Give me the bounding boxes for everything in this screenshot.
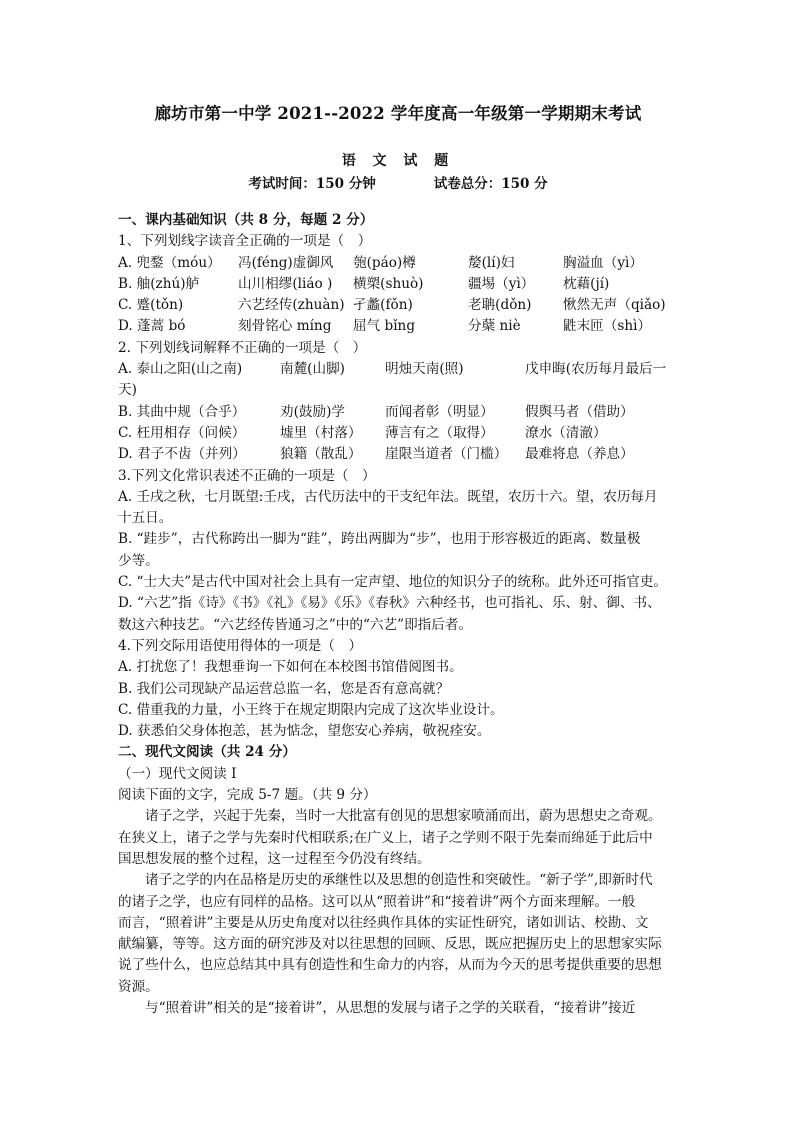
- q2-b-4: 假舆马者（借助）: [525, 403, 634, 420]
- q1-d-1: D. 蓬蒿 bó: [118, 318, 186, 335]
- q2-c-2: 墟里（村落）: [280, 424, 362, 441]
- passage-line: 诸子之学，兴起于先秦，当时一大批富有创见的思想家喷涌而出，蔚为思想史之奇观。: [145, 808, 662, 825]
- passage-line: 而言，“照着讲”主要是从历史角度对以往经典作具体的实证性研究，诸如训诂、校勘、文: [118, 914, 649, 931]
- q2-b-3: 而闻者彰（明显）: [385, 403, 494, 420]
- q1-b-3: 横槊(shuò): [353, 275, 424, 292]
- q1-c-2: 六艺经传(zhuàn): [238, 297, 345, 314]
- q3-line: B. “跬步”，古代称跨出一脚为“跬”，跨出两脚为“步”，也用于形容极近的距离、数量极: [118, 531, 641, 548]
- q2-option-row: [118, 444, 678, 465]
- q1-c-1: C. 蹙(tǒn): [118, 297, 184, 314]
- q4-stem: 4.下列交际用语使用得体的一项是（ ）: [118, 637, 363, 654]
- q1-option-row: [118, 316, 678, 337]
- q2-b-1: B. 其曲中规（合乎）: [118, 403, 246, 420]
- q3-line: A. 壬戌之秋，七月既望:壬戌，古代历法中的干支纪年法。既望，农历十六。望，农历每月: [118, 488, 658, 505]
- exam-info: [118, 172, 678, 192]
- passage-line: 说了些什么，也应总结其中具有创造性和生命力的内容，从而为今天的思考提供重要的思想: [118, 957, 662, 974]
- q2-c-4: 潦水（清澈）: [525, 424, 607, 441]
- exam-title: 廊坊市第一中学 2021--2022 学年度高一年级第一学期期末考试: [154, 104, 642, 123]
- q2-c-1: C. 枉用相存（问候）: [118, 424, 246, 441]
- section2-instruction: 阅读下面的文字，完成 5-7 题。（共 9 分）: [118, 787, 377, 804]
- q2-d-4: 最难将息（养息）: [525, 446, 634, 463]
- q2-a-continued: 天): [118, 382, 137, 399]
- q2-d-3: 崖限当道者（门槛）: [385, 446, 508, 463]
- q1-b-5: 枕藉(jí): [563, 275, 610, 292]
- q1-option-row: [118, 274, 678, 295]
- q1-option-row: [118, 295, 678, 316]
- passage-line: 献编纂，等等。这方面的研究涉及对以往思想的回顾、反思，既应把握历史上的思想家实际: [118, 936, 662, 953]
- q2-d-2: 狼籍（散乱）: [280, 446, 362, 463]
- q1-c-5: 愀然无声（qiǎo): [563, 297, 666, 314]
- passage-line: 资源。: [118, 978, 159, 995]
- q2-a-2: 南麓(山脚): [280, 361, 345, 378]
- q2-option-row: [118, 359, 678, 380]
- q2-b-2: 劝(鼓励)学: [280, 403, 345, 420]
- q1-b-4: 疆埸（yì）: [468, 275, 535, 292]
- q3-line: 十五日。: [118, 510, 173, 527]
- passage-line: 国思想发展的整个过程，这一过程至今仍没有终结。: [118, 850, 431, 867]
- q1-stem: 1、下列划线字读音全正确的一项是（ ）: [118, 233, 372, 250]
- q1-option-row: [118, 253, 678, 274]
- passage-line: 的诸子之学，也应有同样的品格。这可以从“照着讲”和“接着讲”两个方面来理解。一般: [118, 893, 636, 910]
- q2-stem: 2. 下列划线词解释不正确的一项是（ ）: [118, 339, 367, 356]
- q1-a-2: 冯(féng)虚御风: [238, 254, 334, 271]
- q1-b-2: 山川相缪(liáo ): [238, 275, 333, 292]
- q4-option: A. 打扰您了！我想垂询一下如何在本校图书馆借阅图书。: [118, 659, 463, 676]
- q1-a-4: 嫠(lí)妇: [468, 254, 515, 271]
- q3-line: 少等。: [118, 552, 159, 569]
- q2-a-3: 明烛天南(照): [385, 361, 464, 378]
- q1-a-5: 胸溢血（yì）: [563, 254, 643, 271]
- total-score: 试卷总分：150 分: [433, 176, 548, 192]
- section2-sub: （一）现代文阅读 I: [118, 765, 237, 782]
- q1-c-4: 老聃(dǒn): [468, 297, 532, 314]
- q1-d-3: 屈气 bǐng: [353, 318, 416, 335]
- q1-b-1: B. 舳(zhú)舻: [118, 275, 200, 292]
- passage-line: 在狭义上，诸子之学与先秦时代相联系;在广义上，诸子之学则不限于先秦而绵延于此后中: [118, 829, 653, 846]
- passage-line: 与“照着讲”相关的是“接着讲”，从思想的发展与诸子之学的关联看，“接着讲”接近: [145, 999, 636, 1016]
- q2-d-1: D. 君子不齿（并列）: [118, 446, 246, 463]
- q1-d-2: 刻骨铭心 míng: [238, 318, 332, 335]
- q1-a-1: A. 兜鍪（móu）: [118, 254, 221, 271]
- q3-stem: 3.下列文化常识表述不正确的一项是（ ）: [118, 467, 376, 484]
- passage-line: 诸子之学的内在品格是历史的承继性以及思想的创造性和突破性。“新子学”,即新时代: [145, 872, 653, 889]
- exam-subtitle: 语 文 试 题: [341, 153, 455, 169]
- q2-a-1: A. 泰山之阳(山之南): [118, 361, 243, 378]
- section1-heading: 一、课内基础知识（共 8 分，每题 2 分）: [118, 212, 374, 228]
- q1-d-4: 分蘖 niè: [468, 318, 521, 335]
- q4-option: C. 借重我的力量，小王终于在规定期限内完成了这次毕业设计。: [118, 701, 504, 718]
- q3-line: D. “六艺”指《诗》《书》《礼》《易》《乐》《春秋》六种经书，也可指礼、乐、射、御、书、: [118, 595, 661, 612]
- exam-body: [118, 210, 678, 1019]
- q2-option-row: [118, 423, 678, 444]
- q2-a-4: 戊申晦(农历每月最后一: [525, 361, 667, 378]
- q2-option-row: [118, 402, 678, 423]
- q1-d-5: 鼪末匝（shì）: [563, 318, 652, 335]
- section2-heading: 二、现代文阅读（共 24 分）: [118, 744, 296, 761]
- q3-line: 数这六种技艺。“六艺经传皆通习之”中的“六艺”即指后者。: [118, 616, 473, 633]
- q1-a-3: 匏(páo)樽: [353, 254, 416, 271]
- q4-option: B. 我们公司现缺产品运营总监一名，您是否有意高就？: [118, 680, 450, 697]
- q3-line: C. “士大夫”是古代中国对社会上具有一定声望、地位的知识分子的统称。此外还可指官吏。: [118, 574, 668, 591]
- exam-time: 考试时间：150 分钟: [248, 176, 376, 192]
- q4-option: D. 获悉伯父身体抱恙，甚为惦念，望您安心养病，敬祝痊安。: [118, 723, 491, 740]
- q2-c-3: 薄言有之（取得）: [385, 424, 494, 441]
- q1-c-3: 孑蠡(fǒn): [353, 297, 413, 314]
